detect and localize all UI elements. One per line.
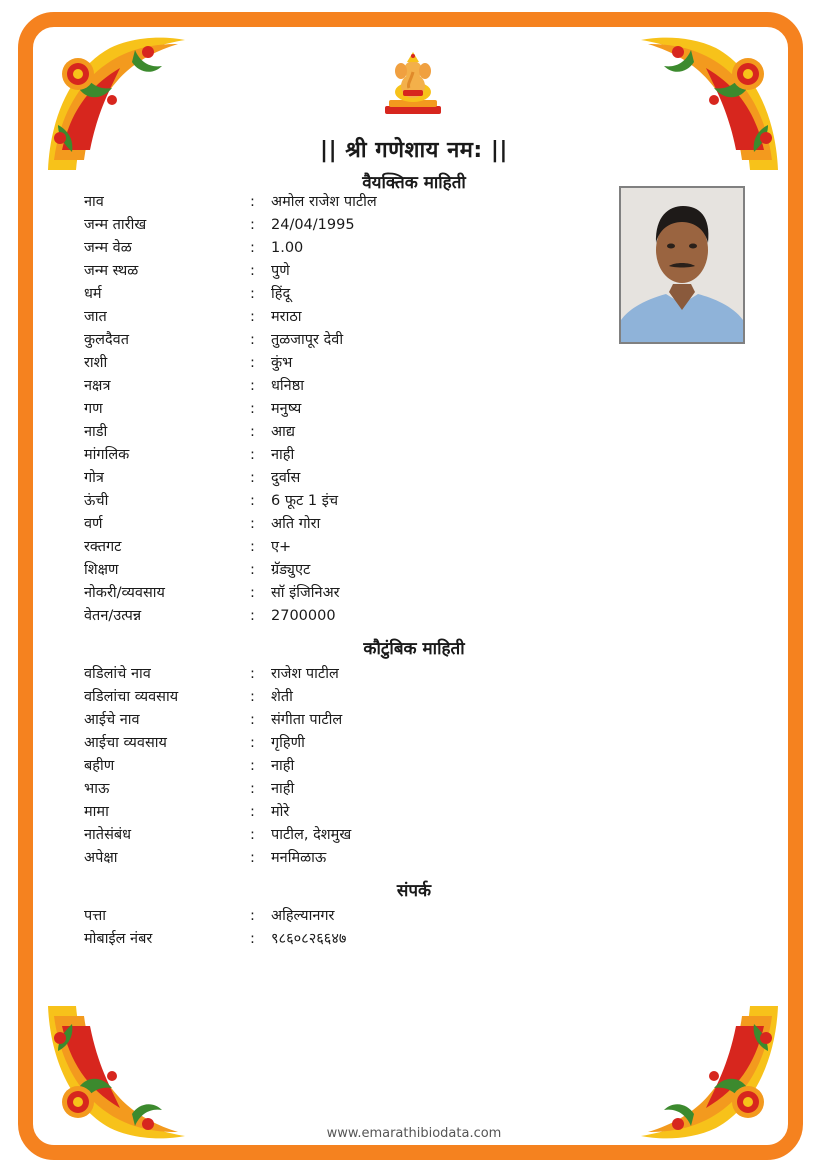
personal-detail-label: गण (84, 401, 103, 417)
person-portrait-icon (621, 188, 743, 342)
contact-detail-value: अहिल्यानगर (271, 908, 335, 924)
family-detail-label: वडिलांचे नाव (84, 666, 151, 682)
family-detail-label: बहीण (84, 758, 115, 774)
family-detail-label: आईचे नाव (84, 712, 140, 728)
personal-detail-label: नक्षत्र (84, 378, 111, 394)
personal-detail-value: अमोल राजेश पाटील (271, 194, 377, 210)
ganesh-idol-icon (381, 50, 445, 116)
family-detail-value: मनमिळाऊ (271, 850, 327, 866)
personal-detail-label: गोत्र (84, 470, 104, 486)
separator-colon: : (250, 608, 255, 624)
separator-colon: : (250, 562, 255, 578)
personal-detail-value: 2700000 (271, 608, 336, 624)
family-detail-label: मामा (84, 804, 109, 820)
separator-colon: : (250, 447, 255, 463)
personal-detail-value: 24/04/1995 (271, 217, 355, 233)
family-detail-label: आईचा व्यवसाय (84, 735, 167, 751)
personal-detail-value: हिंदू (271, 286, 291, 302)
personal-detail-label: शिक्षण (84, 562, 119, 578)
personal-detail-value: कुंभ (271, 355, 293, 371)
separator-colon: : (250, 735, 255, 751)
personal-detail-value: मराठा (271, 309, 302, 325)
family-detail-value: पाटील, देशमुख (271, 827, 352, 843)
family-detail-label: अपेक्षा (84, 850, 118, 866)
separator-colon: : (250, 827, 255, 843)
invocation-heading: || श्री गणेशाय नम: || (320, 138, 508, 163)
separator-colon: : (250, 585, 255, 601)
personal-detail-value: 6 फूट 1 इंच (271, 493, 339, 509)
personal-detail-label: जन्म वेळ (84, 240, 132, 256)
personal-detail-label: नाव (84, 194, 104, 210)
separator-colon: : (250, 666, 255, 682)
personal-detail-label: राशी (84, 355, 108, 371)
separator-colon: : (250, 263, 255, 279)
family-detail-value: गृहिणी (271, 735, 305, 751)
separator-colon: : (250, 332, 255, 348)
family-detail-value: संगीता पाटील (271, 712, 343, 728)
separator-colon: : (250, 194, 255, 210)
personal-detail-label: जन्म स्थळ (84, 263, 139, 279)
personal-detail-value: ए+ (271, 539, 292, 555)
floral-corner-ornament-bottom-right (636, 996, 786, 1146)
contact-detail-label: मोबाईल नंबर (84, 931, 153, 947)
personal-detail-value: आद्य (271, 424, 295, 440)
personal-detail-label: वर्ण (84, 516, 103, 532)
separator-colon: : (250, 804, 255, 820)
separator-colon: : (250, 908, 255, 924)
personal-detail-label: नोकरी/व्यवसाय (84, 585, 165, 601)
personal-detail-label: कुलदैवत (84, 332, 129, 348)
personal-detail-label: वेतन/उत्पन्न (84, 608, 142, 624)
separator-colon: : (250, 758, 255, 774)
personal-detail-label: जन्म तारीख (84, 217, 147, 233)
profile-photo (619, 186, 745, 344)
personal-detail-label: धर्म (84, 286, 102, 302)
separator-colon: : (250, 931, 255, 947)
personal-detail-value: दुर्वास (271, 470, 301, 486)
family-detail-value: राजेश पाटील (271, 666, 339, 682)
separator-colon: : (250, 286, 255, 302)
separator-colon: : (250, 217, 255, 233)
separator-colon: : (250, 850, 255, 866)
personal-detail-value: नाही (271, 447, 295, 463)
personal-detail-value: ग्रॅड्युएट (271, 562, 311, 578)
personal-detail-value: तुळजापूर देवी (271, 332, 344, 348)
contact-detail-label: पत्ता (84, 908, 107, 924)
separator-colon: : (250, 516, 255, 532)
family-detail-label: भाऊ (84, 781, 110, 797)
separator-colon: : (250, 781, 255, 797)
family-detail-value: शेती (271, 689, 293, 705)
separator-colon: : (250, 539, 255, 555)
family-detail-value: नाही (271, 781, 295, 797)
personal-detail-label: ऊंची (84, 493, 109, 509)
separator-colon: : (250, 689, 255, 705)
personal-detail-value: सॉ इंजिनिअर (271, 585, 340, 601)
personal-section-title: वैयक्तिक माहिती (362, 173, 466, 193)
personal-detail-label: नाडी (84, 424, 108, 440)
separator-colon: : (250, 712, 255, 728)
separator-colon: : (250, 355, 255, 371)
separator-colon: : (250, 424, 255, 440)
personal-detail-value: अति गोरा (271, 516, 321, 532)
website-footer: www.emarathibiodata.com (326, 1126, 502, 1141)
personal-detail-label: मांगलिक (84, 447, 130, 463)
separator-colon: : (250, 470, 255, 486)
separator-colon: : (250, 309, 255, 325)
personal-detail-value: धनिष्ठा (271, 378, 305, 394)
personal-detail-value: मनुष्य (271, 401, 302, 417)
separator-colon: : (250, 401, 255, 417)
contact-detail-value: ९८६०८२६६४७ (271, 931, 347, 947)
separator-colon: : (250, 378, 255, 394)
family-detail-value: नाही (271, 758, 295, 774)
personal-detail-label: जात (84, 309, 107, 325)
personal-detail-value: पुणे (271, 263, 290, 279)
contact-section-title: संपर्क (396, 881, 432, 901)
separator-colon: : (250, 240, 255, 256)
family-detail-value: मोरे (271, 804, 290, 820)
separator-colon: : (250, 493, 255, 509)
family-detail-label: नातेसंबंध (84, 827, 132, 843)
personal-detail-value: 1.00 (271, 240, 304, 256)
family-section-title: कौटुंबिक माहिती (363, 639, 465, 659)
family-detail-label: वडिलांचा व्यवसाय (84, 689, 179, 705)
floral-corner-ornament-bottom-left (40, 996, 190, 1146)
personal-detail-label: रक्तगट (84, 539, 122, 555)
